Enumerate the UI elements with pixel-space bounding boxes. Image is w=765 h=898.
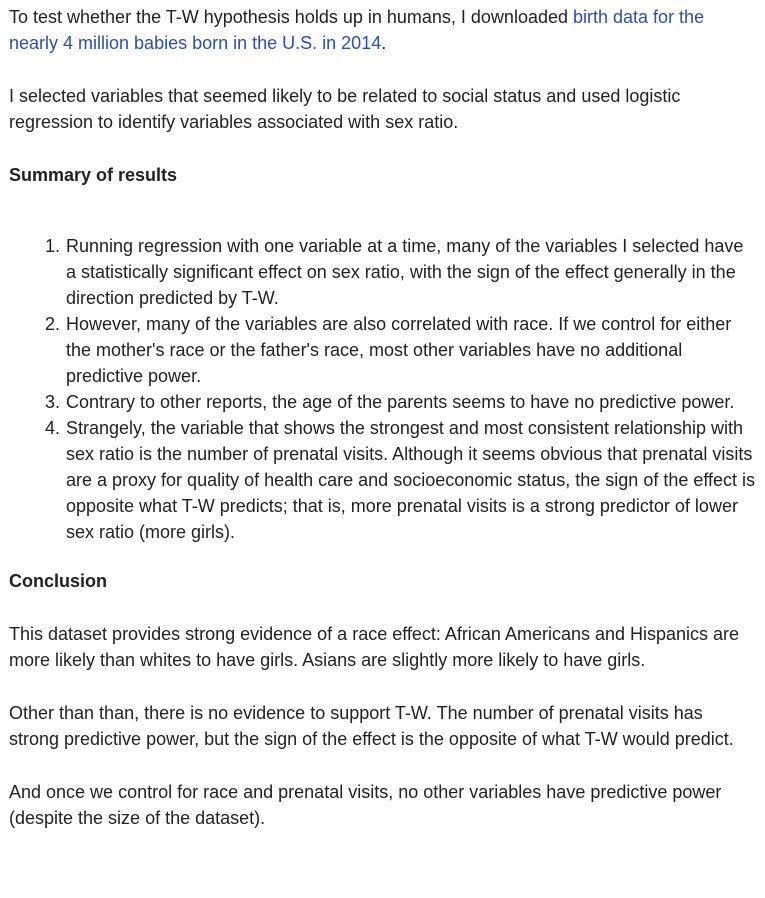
list-item-text: However, many of the variables are also correlated with race. If we control for either the mother's race or the father's race, most other variables have no additional predictive power.	[66, 314, 732, 386]
conclusion-paragraph: Other than than, there is no evidence to support T-W. The number of prenatal visits has strong predictive power, but the sign of the effect is the opposite of what T-W would predict.	[9, 703, 734, 749]
summary-heading: Summary of results	[9, 165, 178, 185]
intro-text: To test whether the T-W hypothesis holds up in humans, I downloaded	[9, 7, 573, 27]
conclusion-paragraph: And once we control for race and prenatal visits, no other variables have predictive power (despite the size of the dataset).	[9, 782, 722, 828]
list-item-number: 2.	[45, 314, 61, 334]
list-item	[9, 311, 756, 389]
list-item-number: 3.	[45, 392, 61, 412]
conclusion-paragraph: This dataset provides strong evidence of a race effect: African Americans and Hispanics are more likely than whites to have girls. Asians are slightly more likely to have girls.	[9, 624, 740, 670]
list-item	[9, 233, 756, 311]
intro-text-end: .	[381, 33, 387, 53]
results-list	[9, 233, 765, 545]
list-item-text: Running regression with one variable at a time, many of the variables I selected have a statistically significant effect on sex ratio, with the sign of the effect generally in the direction predicted by T-W.	[66, 236, 744, 308]
list-item	[9, 389, 756, 415]
list-item-number: 4.	[45, 418, 61, 438]
list-item	[9, 415, 756, 545]
list-item-text: Contrary to other reports, the age of the parents seems to have no predictive power.	[66, 392, 735, 412]
method-paragraph: I selected variables that seemed likely to be related to social status and used logistic regression to identify variables associated with sex ratio.	[9, 86, 681, 132]
intro-paragraph	[9, 4, 754, 56]
list-item-number: 1.	[45, 236, 61, 256]
list-item-text: Strangely, the variable that shows the strongest and most consistent relationship with sex ratio is the number of prenatal visits. Although it seems obvious that prenatal visits are a proxy for quality of health care and socioeconomic status, the sign of the effect is opposite what T-W predicts; that is, more prenatal visits is a strong predictor of lower sex ratio (more girls).	[66, 418, 756, 542]
birth-data-link[interactable]: birth data for the nearly 4 million babies born in the U.S. in 2014	[9, 7, 705, 53]
conclusion-heading: Conclusion	[9, 571, 107, 591]
